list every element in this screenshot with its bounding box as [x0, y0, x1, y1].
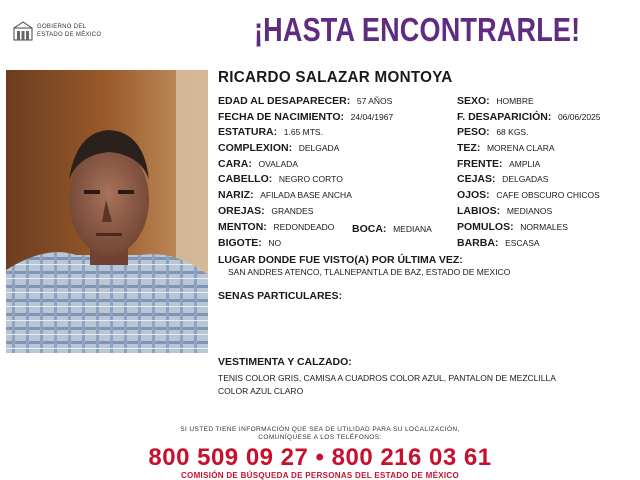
- field-label: F. DESAPARICIÓN:: [457, 111, 552, 123]
- field-label: CABELLO:: [218, 173, 273, 185]
- logo-line-2: ESTADO DE MÉXICO: [37, 32, 102, 38]
- distinguishing-marks-label: SENAS PARTICULARES:: [218, 290, 343, 302]
- field-label: FECHA DE NACIMIENTO:: [218, 111, 344, 123]
- field-tez: [457, 142, 555, 154]
- field-label: TEZ:: [457, 142, 481, 154]
- field-orejas: [218, 205, 313, 217]
- field-frente: [457, 158, 540, 170]
- field-label: LABIOS:: [457, 205, 501, 217]
- field-label: BARBA:: [457, 237, 499, 249]
- headline: ¡HASTA ENCONTRARLE!: [254, 11, 581, 48]
- phone-1[interactable]: 800 509 09 27: [148, 444, 309, 471]
- last-seen-label: LUGAR DONDE FUE VISTO(A) POR ÚLTIMA VEZ:: [218, 254, 463, 266]
- field-complexion: [218, 142, 339, 154]
- person-name: RICARDO SALAZAR MONTOYA: [218, 69, 453, 86]
- field-label: ESTATURA:: [218, 126, 278, 138]
- field-value: AMPLIA: [509, 159, 541, 169]
- field-label: PESO:: [457, 126, 490, 138]
- field-cabello: [218, 173, 343, 185]
- field-value: 24/04/1967: [350, 112, 394, 122]
- field-fecha-desaparicion: [457, 111, 601, 123]
- field-value: CAFE OBSCURO CHICOS: [496, 190, 600, 200]
- field-label: COMPLEXION:: [218, 142, 293, 154]
- field-sexo: [457, 95, 534, 107]
- field-barba: [457, 237, 540, 249]
- portrait-image: [6, 70, 208, 353]
- field-value: 57 AÑOS: [356, 96, 393, 106]
- field-value: GRANDES: [271, 206, 314, 216]
- field-label: FRENTE:: [457, 158, 503, 170]
- field-value: DELGADA: [298, 143, 340, 153]
- field-value: MEDIANOS: [506, 206, 553, 216]
- field-label: BOCA:: [352, 223, 387, 235]
- field-value: NORMALES: [520, 222, 568, 232]
- field-value: MEDIANA: [393, 224, 432, 234]
- field-label: CARA:: [218, 158, 252, 170]
- commission-name: COMISIÓN DE BÚSQUEDA DE PERSONAS DEL ESTADO DE MÉXICO: [180, 471, 459, 480]
- contact-note-line-2: COMUNÍQUESE A LOS TELÉFONOS:: [258, 434, 382, 441]
- clothing-label: VESTIMENTA Y CALZADO:: [218, 356, 352, 368]
- phone-2[interactable]: 800 216 03 61: [331, 444, 492, 471]
- field-label: MENTON:: [218, 221, 267, 233]
- field-estatura: [218, 126, 323, 138]
- field-value: REDONDEADO: [273, 222, 335, 232]
- field-ojos: [457, 189, 600, 201]
- field-value: NEGRO CORTO: [278, 174, 343, 184]
- field-nariz: [218, 189, 352, 201]
- field-value: MORENA CLARA: [486, 143, 555, 153]
- field-value: ESCASA: [505, 238, 540, 248]
- field-label: NARIZ:: [218, 189, 254, 201]
- field-label: CEJAS:: [457, 173, 496, 185]
- field-value: OVALADA: [258, 159, 298, 169]
- field-peso: [457, 126, 528, 138]
- phone-separator: •: [315, 444, 325, 471]
- last-seen-value: SAN ANDRES ATENCO, TLALNEPANTLA DE BAZ, ESTADO DE MEXICO: [228, 267, 511, 277]
- field-label: BIGOTE:: [218, 237, 262, 249]
- field-label: OREJAS:: [218, 205, 265, 217]
- state-emblem-icon: [12, 20, 34, 42]
- field-menton: [218, 221, 334, 233]
- field-cara: [218, 158, 298, 170]
- logo-line-1: GOBIERNO DEL: [37, 24, 87, 30]
- field-label: EDAD AL DESAPARECER:: [218, 95, 351, 107]
- field-value: HOMBRE: [496, 96, 534, 106]
- contact-note-line-1: SI USTED TIENE INFORMACIÓN QUE SEA DE UTILIDAD PARA SU LOCALIZACIÓN,: [180, 426, 460, 433]
- field-fecha-nacimiento: [218, 111, 393, 123]
- field-label: SEXO:: [457, 95, 490, 107]
- field-value: AFILADA BASE ANCHA: [260, 190, 352, 200]
- field-labios: [457, 205, 552, 217]
- field-value: DELGADAS: [502, 174, 549, 184]
- field-label: POMULOS:: [457, 221, 514, 233]
- clothing-line-1: TENIS COLOR GRIS, CAMISA A CUADROS COLOR AZUL, PANTALON DE MEZCLILLA: [218, 373, 556, 383]
- field-label: OJOS:: [457, 189, 490, 201]
- field-bigote: [218, 237, 281, 249]
- contact-note: [0, 426, 640, 442]
- field-value: 68 KGS.: [496, 127, 529, 137]
- field-value: NO: [268, 238, 282, 248]
- missing-person-photo: [6, 70, 208, 353]
- clothing-line-2: COLOR AZUL CLARO: [218, 386, 304, 396]
- state-logo: [12, 20, 122, 46]
- field-pomulos: [457, 221, 568, 233]
- field-cejas: [457, 173, 548, 185]
- field-boca: [352, 223, 432, 235]
- field-value: 06/06/2025: [557, 112, 601, 122]
- field-edad: [218, 95, 392, 107]
- phone-numbers: [0, 444, 640, 472]
- field-value: 1.65 MTS.: [283, 127, 323, 137]
